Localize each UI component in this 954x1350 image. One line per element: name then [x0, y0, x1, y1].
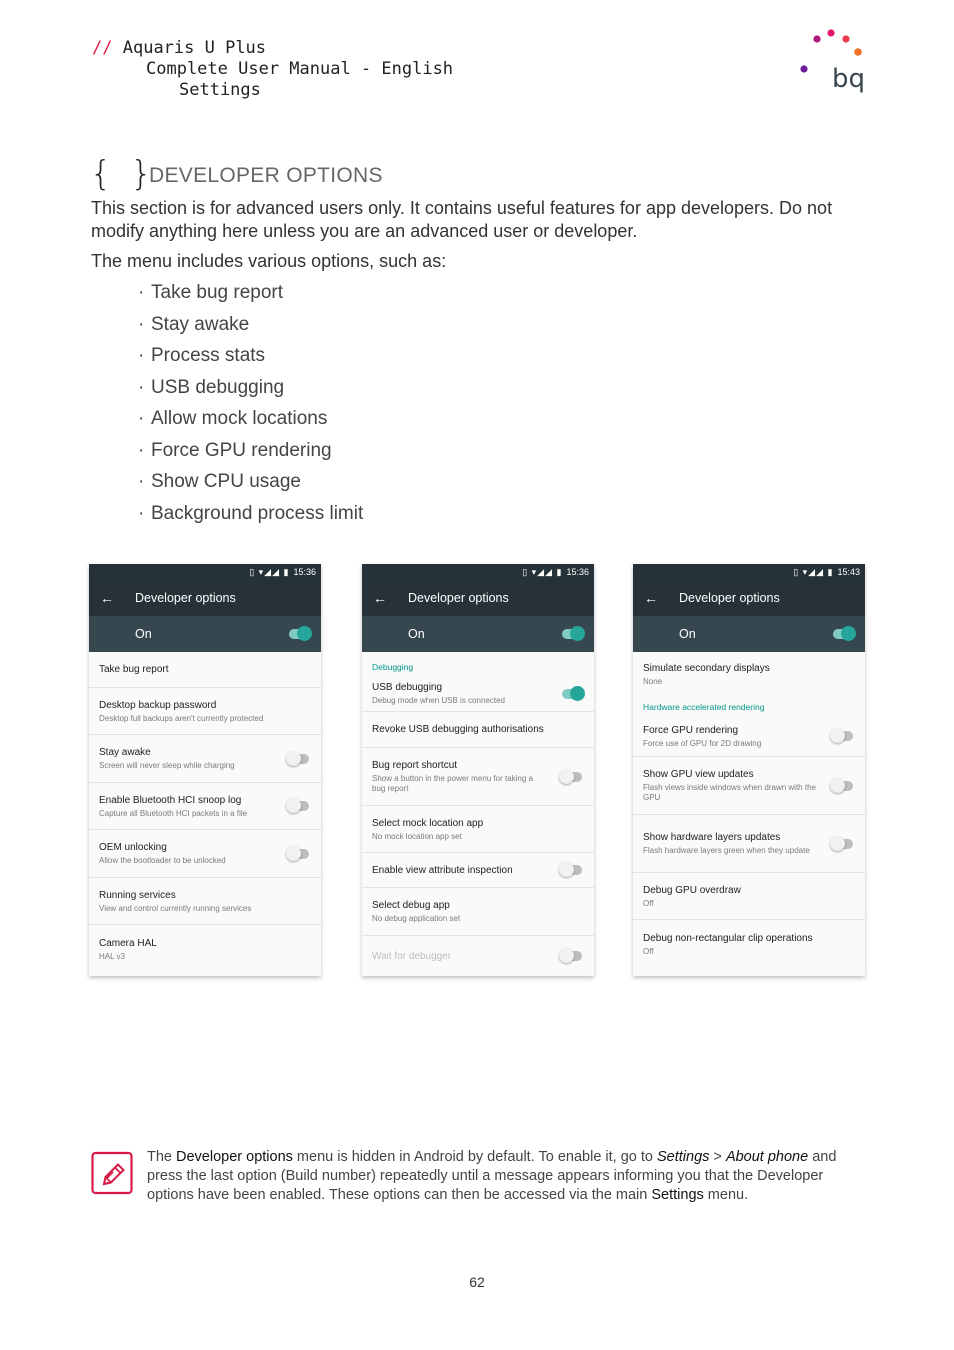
master-toggle[interactable] [562, 629, 582, 639]
screenshot-2 [362, 564, 594, 976]
header-manual: Complete User Manual - English [146, 59, 454, 79]
pencil-note-icon [91, 1151, 133, 1195]
setting-revoke-usb-auth[interactable]: Revoke USB debugging authorisations [362, 712, 594, 748]
setting-oem-unlocking[interactable]: OEM unlocking Allow the bootloader to be unlocked [89, 830, 321, 878]
options-list [138, 282, 363, 534]
master-switch-label: On [408, 627, 425, 641]
setting-force-gpu-rendering[interactable]: Force GPU rendering Force use of GPU for 2D drawing [633, 716, 865, 757]
master-switch-label: On [135, 627, 152, 641]
master-toggle[interactable] [289, 629, 309, 639]
toolbar-title: Developer options [135, 591, 236, 605]
status-time: 15:43 [837, 567, 860, 577]
status-bar [362, 564, 594, 580]
toolbar-title: Developer options [679, 591, 780, 605]
setting-running-services[interactable]: Running services View and control currently running services [89, 878, 321, 925]
toolbar-title: Developer options [408, 591, 509, 605]
toolbar [362, 580, 594, 616]
toggle-switch [562, 951, 582, 961]
list-item: · Process stats [138, 345, 266, 366]
toggle-switch[interactable] [562, 772, 582, 782]
master-switch-bar[interactable] [89, 616, 321, 652]
master-switch-label: On [679, 627, 696, 641]
setting-wait-for-debugger: Wait for debugger [362, 936, 594, 976]
status-icons: ▯ ▾◢◢ ▮ [522, 567, 563, 577]
page-number: 62 [469, 1274, 485, 1290]
toggle-switch[interactable] [289, 801, 309, 811]
setting-stay-awake[interactable]: Stay awake Screen will never sleep while charging [89, 735, 321, 783]
setting-debug-gpu-overdraw[interactable]: Debug GPU overdraw Off [633, 873, 865, 920]
toggle-switch[interactable] [833, 731, 853, 741]
setting-show-hardware-layers-updates[interactable]: Show hardware layers updates Flash hardware layers green when they update [633, 815, 865, 873]
developer-options-note: The Developer options menu is hidden in Android by default. To enable it, go to Settings > About phone and press the last option (Build number) repeatedly until a message appears informing you that the Developer options have been enabled. These options can then be accessed via the main Settings menu. [147, 1149, 837, 1203]
setting-debug-clip-operations[interactable]: Debug non-rectangular clip operations Off [643, 932, 813, 956]
screenshot-3 [633, 564, 865, 976]
section-brackets-icon: { } [90, 154, 157, 194]
list-item: · Allow mock locations [138, 408, 328, 429]
arrow-left-icon[interactable]: ← [373, 590, 387, 606]
arrow-left-icon[interactable]: ← [100, 590, 114, 606]
list-item: · Background process limit [138, 502, 364, 524]
status-bar [633, 564, 865, 580]
list-item: · USB debugging [138, 376, 285, 398]
status-bar [89, 564, 321, 580]
setting-camera-hal[interactable]: Camera HAL HAL v3 [99, 937, 157, 961]
header-product: Aquaris U Plus [122, 38, 267, 58]
category-debugging: Debugging [372, 662, 414, 672]
setting-view-attribute-inspection[interactable]: Enable view attribute inspection [362, 853, 594, 888]
arrow-left-icon[interactable]: ← [644, 590, 658, 606]
list-item: · Stay awake [138, 313, 250, 335]
list-item: · Force GPU rendering [138, 439, 332, 461]
setting-debug-app[interactable]: Select debug app No debug application set [362, 888, 594, 936]
section-title: DEVELOPER OPTIONS [149, 164, 383, 187]
toggle-switch[interactable] [562, 865, 582, 875]
category-hardware-accelerated-rendering: Hardware accelerated rendering [643, 702, 765, 712]
setting-bluetooth-hci-snoop[interactable]: Enable Bluetooth HCI snoop log Capture all Bluetooth HCI packets in a file [89, 783, 321, 830]
setting-mock-location-app[interactable]: Select mock location app No mock location app set [362, 806, 594, 853]
setting-usb-debugging[interactable]: USB debugging Debug mode when USB is connected [362, 676, 594, 712]
setting-show-gpu-view-updates[interactable]: Show GPU view updates Flash views inside windows when drawn with the GPU [633, 757, 865, 815]
master-switch-bar[interactable] [362, 616, 594, 652]
status-icons: ▯ ▾◢◢ ▮ [793, 567, 834, 577]
toggle-switch[interactable] [833, 781, 853, 791]
logo-text: bq [832, 64, 866, 94]
list-item: · Take bug report [138, 282, 284, 303]
screenshot-1 [89, 564, 321, 976]
header-slashes: // [92, 38, 113, 58]
setting-simulate-secondary-displays[interactable]: Simulate secondary displays None [643, 662, 770, 686]
toggle-switch[interactable] [289, 754, 309, 764]
status-icons: ▯ ▾◢◢ ▮ [249, 567, 290, 577]
setting-take-bug-report[interactable]: Take bug report [89, 652, 321, 688]
setting-bug-report-shortcut[interactable]: Bug report shortcut Show a button in the power menu for taking a bug report [362, 748, 594, 806]
master-toggle[interactable] [833, 629, 853, 639]
toolbar [89, 580, 321, 616]
menu-intro: The menu includes various options, such as: [91, 251, 447, 271]
toggle-switch[interactable] [833, 839, 853, 849]
master-switch-bar[interactable] [633, 616, 865, 652]
document-header [92, 38, 453, 101]
toggle-switch[interactable] [289, 849, 309, 859]
header-line-product [92, 38, 453, 59]
status-time: 15:36 [293, 567, 316, 577]
toggle-switch[interactable] [562, 689, 582, 699]
bq-logo [796, 26, 866, 96]
setting-desktop-backup-password[interactable]: Desktop backup password Desktop full backups aren't currently protected [89, 688, 321, 735]
section-intro: This section is for advanced users only. It contains useful features for app developers. Do not modify anything here unless you are an advanced user or developer. [91, 198, 833, 241]
status-time: 15:36 [566, 567, 589, 577]
list-item: · Show CPU usage [138, 471, 301, 492]
toolbar [633, 580, 865, 616]
header-chapter: Settings [179, 80, 261, 100]
